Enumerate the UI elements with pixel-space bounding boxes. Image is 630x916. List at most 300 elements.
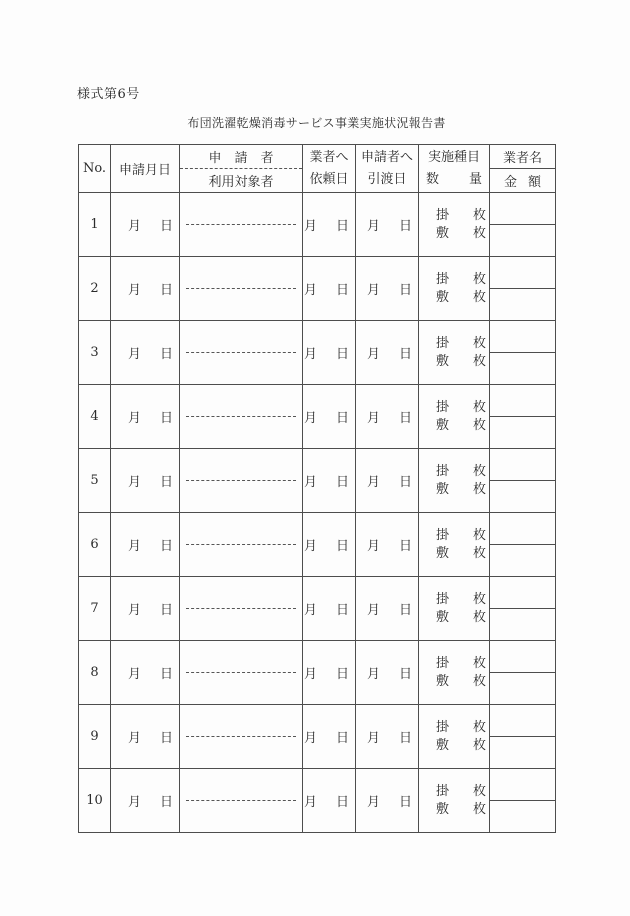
vendor-amount-cell (490, 257, 556, 321)
vendor-name-field (490, 769, 555, 801)
handover-date-cell (356, 577, 419, 641)
applicant-cell (180, 641, 303, 705)
items-quantity-cell (419, 321, 490, 385)
handover-date-cell (356, 321, 419, 385)
month-label: 月 (366, 603, 380, 618)
application-date-cell (111, 769, 180, 833)
fill-in-line (186, 416, 296, 417)
row-number: 5 (79, 449, 111, 513)
application-date-placeholder (111, 215, 179, 234)
day-label: 日 (398, 603, 412, 618)
application-date-placeholder (111, 535, 179, 554)
contractor-request-date-cell (303, 705, 356, 769)
row-number: 10 (79, 769, 111, 833)
shiki-label: 敷 (436, 226, 450, 241)
handover-date-cell (356, 449, 419, 513)
row-number: 2 (79, 257, 111, 321)
day-label: 日 (335, 283, 349, 298)
items-quantity-cell (419, 769, 490, 833)
application-date-cell (111, 577, 180, 641)
mai-label: 枚 (472, 592, 486, 607)
mai-label: 枚 (472, 738, 486, 753)
vendor-amount-cell (490, 385, 556, 449)
day-label: 日 (398, 283, 412, 298)
shiki-label: 敷 (436, 674, 450, 689)
contractor-request-date-cell (303, 193, 356, 257)
mai-label: 枚 (472, 528, 486, 543)
month-label: 月 (366, 667, 380, 682)
mai-label: 枚 (472, 720, 486, 735)
month-label: 月 (366, 731, 380, 746)
month-label: 月 (366, 795, 380, 810)
applicant-cell (180, 449, 303, 513)
contractor-request-date-placeholder (303, 215, 355, 234)
vendor-name-field (490, 705, 555, 737)
mai-label: 枚 (472, 336, 486, 351)
table-row (79, 449, 556, 513)
mai-label: 枚 (472, 464, 486, 479)
items-quantity-cell (419, 385, 490, 449)
application-date-placeholder (111, 791, 179, 810)
applicant-cell (180, 705, 303, 769)
kake-label: 掛 (436, 336, 450, 351)
items-quantity-cell (419, 257, 490, 321)
kake-label: 掛 (436, 400, 450, 415)
contractor-request-date-placeholder (303, 471, 355, 490)
vendor-name-field (490, 641, 555, 673)
col-header-applicant (180, 145, 303, 193)
items-lines (419, 464, 489, 497)
col-header-items-quantity (419, 145, 490, 193)
kake-label: 掛 (436, 464, 450, 479)
applicant-label: 申 請 者 (180, 145, 302, 169)
fill-in-line (186, 288, 296, 289)
mai-label: 枚 (472, 674, 486, 689)
handover-date-placeholder (356, 599, 418, 618)
day-label: 日 (335, 347, 349, 362)
day-label: 日 (335, 219, 349, 234)
day-label: 日 (335, 795, 349, 810)
vendor-amount-stack (490, 257, 555, 320)
applicant-header-stack (180, 145, 302, 192)
day-label: 日 (398, 347, 412, 362)
month-label: 月 (303, 283, 317, 298)
shiki-line (419, 226, 489, 241)
items-quantity-lines (419, 145, 489, 192)
kake-label: 掛 (436, 784, 450, 799)
amount-field (490, 801, 555, 832)
mai-label: 枚 (472, 290, 486, 305)
col-header-handover-date (356, 145, 419, 193)
day-label: 日 (398, 795, 412, 810)
amount-label-left: 金 (504, 175, 518, 190)
handover-date-cell (356, 705, 419, 769)
vendor-amount-cell (490, 705, 556, 769)
shiki-label: 敷 (436, 418, 450, 433)
vendor-name-field (490, 577, 555, 609)
vendor-amount-stack (490, 193, 555, 256)
day-label: 日 (398, 475, 412, 490)
month-label: 月 (127, 667, 141, 682)
handover-date-placeholder (356, 215, 418, 234)
contractor-request-date-placeholder (303, 279, 355, 298)
handover-date-cell (356, 257, 419, 321)
day-label: 日 (159, 283, 173, 298)
items-lines (419, 272, 489, 305)
application-date-placeholder (111, 279, 179, 298)
month-label: 月 (127, 283, 141, 298)
mai-label: 枚 (472, 354, 486, 369)
items-lines (419, 784, 489, 817)
kake-label: 掛 (436, 528, 450, 543)
day-label: 日 (398, 731, 412, 746)
table-row (79, 513, 556, 577)
kake-line (419, 400, 489, 415)
kake-line (419, 592, 489, 607)
applicant-cell (180, 321, 303, 385)
kake-label: 掛 (436, 272, 450, 287)
month-label: 月 (127, 411, 141, 426)
application-date-cell (111, 257, 180, 321)
month-label: 月 (127, 219, 141, 234)
month-label: 月 (127, 539, 141, 554)
form-number-label: 様式第6号 (77, 87, 140, 102)
month-label: 月 (303, 475, 317, 490)
kake-line (419, 656, 489, 671)
contractor-request-line1: 業者へ (309, 149, 349, 165)
col-header-vendor-amount (490, 145, 556, 193)
amount-field (490, 289, 555, 320)
day-label: 日 (159, 411, 173, 426)
vendor-amount-cell (490, 641, 556, 705)
shiki-label: 敷 (436, 610, 450, 625)
amount-field (490, 545, 555, 576)
day-label: 日 (159, 219, 173, 234)
kake-line (419, 336, 489, 351)
table-row (79, 577, 556, 641)
row-number: 4 (79, 385, 111, 449)
vendor-amount-stack (490, 321, 555, 384)
application-date-placeholder (111, 407, 179, 426)
contractor-request-date-placeholder (303, 407, 355, 426)
quantity-label-left: 数 (426, 171, 440, 187)
month-label: 月 (366, 347, 380, 362)
day-label: 日 (335, 731, 349, 746)
fill-in-line (186, 800, 296, 801)
month-label: 月 (303, 219, 317, 234)
items-quantity-cell (419, 577, 490, 641)
document-title: 布団洗濯乾燥消毒サービス事業実施状況報告書 (187, 116, 446, 130)
amount-label-spread (490, 171, 555, 190)
items-quantity-cell (419, 513, 490, 577)
vendor-amount-cell (490, 513, 556, 577)
handover-date-placeholder (356, 663, 418, 682)
handover-line2: 引渡日 (367, 171, 407, 187)
mai-label: 枚 (472, 272, 486, 287)
quantity-label-right: 量 (468, 171, 482, 187)
amount-field (490, 673, 555, 704)
items-lines (419, 592, 489, 625)
month-label: 月 (127, 795, 141, 810)
fill-in-line (186, 608, 296, 609)
application-date-placeholder (111, 471, 179, 490)
application-date-placeholder (111, 663, 179, 682)
items-lines (419, 656, 489, 689)
month-label: 月 (366, 219, 380, 234)
month-label: 月 (303, 731, 317, 746)
vendor-amount-stack (490, 385, 555, 448)
vendor-amount-stack (490, 577, 555, 640)
vendor-name-field (490, 193, 555, 225)
shiki-label: 敷 (436, 546, 450, 561)
vendor-amount-cell (490, 577, 556, 641)
contractor-request-date-placeholder (303, 727, 355, 746)
vendor-name-field (490, 321, 555, 353)
kake-line (419, 784, 489, 799)
mai-label: 枚 (472, 784, 486, 799)
vendor-amount-stack (490, 145, 555, 192)
fill-in-line (186, 736, 296, 737)
vendor-amount-stack (490, 769, 555, 832)
report-table-body (79, 193, 556, 833)
amount-field (490, 417, 555, 448)
day-label: 日 (159, 475, 173, 490)
shiki-label: 敷 (436, 738, 450, 753)
handover-lines (356, 145, 418, 192)
vendor-amount-stack (490, 449, 555, 512)
day-label: 日 (159, 347, 173, 362)
items-lines (419, 208, 489, 241)
items-lines (419, 720, 489, 753)
day-label: 日 (159, 603, 173, 618)
items-lines (419, 528, 489, 561)
shiki-line (419, 738, 489, 753)
table-row (79, 769, 556, 833)
month-label: 月 (127, 475, 141, 490)
table-row (79, 705, 556, 769)
month-label: 月 (366, 475, 380, 490)
applicant-cell (180, 513, 303, 577)
mai-label: 枚 (472, 802, 486, 817)
applicant-cell (180, 769, 303, 833)
quantity-label (419, 169, 489, 191)
contractor-request-date-placeholder (303, 535, 355, 554)
shiki-line (419, 674, 489, 689)
fill-in-line (186, 544, 296, 545)
shiki-line (419, 418, 489, 433)
application-date-placeholder (111, 727, 179, 746)
contractor-request-date-cell (303, 449, 356, 513)
handover-date-cell (356, 193, 419, 257)
application-date-placeholder (111, 599, 179, 618)
contractor-request-date-placeholder (303, 343, 355, 362)
kake-label: 掛 (436, 720, 450, 735)
col-header-contractor-request (303, 145, 356, 193)
fill-in-line (186, 352, 296, 353)
kake-line (419, 720, 489, 735)
contractor-request-date-cell (303, 257, 356, 321)
row-number: 9 (79, 705, 111, 769)
amount-field (490, 481, 555, 512)
table-row (79, 321, 556, 385)
day-label: 日 (398, 411, 412, 426)
shiki-line (419, 290, 489, 305)
contractor-request-date-placeholder (303, 791, 355, 810)
applicant-cell (180, 577, 303, 641)
items-quantity-cell (419, 705, 490, 769)
contractor-request-date-cell (303, 513, 356, 577)
fill-in-line (186, 224, 296, 225)
contractor-request-lines (303, 145, 355, 192)
mai-label: 枚 (472, 546, 486, 561)
contractor-request-date-placeholder (303, 663, 355, 682)
contractor-request-date-cell (303, 385, 356, 449)
mai-label: 枚 (472, 418, 486, 433)
mai-label: 枚 (472, 400, 486, 415)
handover-date-cell (356, 513, 419, 577)
month-label: 月 (366, 411, 380, 426)
table-row (79, 193, 556, 257)
month-label: 月 (303, 411, 317, 426)
month-label: 月 (303, 347, 317, 362)
vendor-name-field (490, 513, 555, 545)
vendor-amount-cell (490, 449, 556, 513)
vendor-name-field (490, 257, 555, 289)
contractor-request-date-cell (303, 577, 356, 641)
day-label: 日 (335, 475, 349, 490)
service-user-label: 利用対象者 (208, 175, 274, 190)
month-label: 月 (366, 539, 380, 554)
vendor-amount-cell (490, 769, 556, 833)
handover-date-placeholder (356, 471, 418, 490)
application-date-cell (111, 641, 180, 705)
header-row (79, 145, 556, 193)
shiki-line (419, 610, 489, 625)
day-label: 日 (335, 603, 349, 618)
month-label: 月 (303, 667, 317, 682)
mai-label: 枚 (472, 610, 486, 625)
month-label: 月 (303, 603, 317, 618)
row-number: 1 (79, 193, 111, 257)
application-date-cell (111, 193, 180, 257)
handover-date-placeholder (356, 791, 418, 810)
handover-date-placeholder (356, 535, 418, 554)
kake-label: 掛 (436, 592, 450, 607)
month-label: 月 (127, 731, 141, 746)
vendor-name-label: 業者名 (490, 145, 555, 169)
mai-label: 枚 (472, 226, 486, 241)
kake-line (419, 464, 489, 479)
mai-label: 枚 (472, 656, 486, 671)
items-lines (419, 336, 489, 369)
kake-line (419, 528, 489, 543)
shiki-label: 敷 (436, 482, 450, 497)
shiki-line (419, 354, 489, 369)
row-number: 3 (79, 321, 111, 385)
shiki-label: 敷 (436, 802, 450, 817)
items-quantity-cell (419, 449, 490, 513)
kake-label: 掛 (436, 656, 450, 671)
items-lines (419, 400, 489, 433)
day-label: 日 (398, 667, 412, 682)
kake-label: 掛 (436, 208, 450, 223)
vendor-name-field (490, 449, 555, 481)
mai-label: 枚 (472, 208, 486, 223)
shiki-line (419, 546, 489, 561)
application-date-cell (111, 449, 180, 513)
applicant-cell (180, 193, 303, 257)
items-title: 実施種目 (427, 149, 480, 165)
application-date-cell (111, 385, 180, 449)
amount-field (490, 353, 555, 384)
mai-label: 枚 (472, 482, 486, 497)
application-date-placeholder (111, 343, 179, 362)
kake-line (419, 272, 489, 287)
applicant-cell (180, 385, 303, 449)
items-quantity-cell (419, 641, 490, 705)
day-label: 日 (335, 667, 349, 682)
col-header-no: No. (79, 145, 111, 193)
contractor-request-date-cell (303, 641, 356, 705)
day-label: 日 (398, 219, 412, 234)
table-row (79, 385, 556, 449)
application-date-cell (111, 513, 180, 577)
amount-field (490, 609, 555, 640)
day-label: 日 (335, 539, 349, 554)
vendor-amount-cell (490, 321, 556, 385)
application-date-cell (111, 705, 180, 769)
month-label: 月 (303, 539, 317, 554)
row-number: 8 (79, 641, 111, 705)
applicant-cell (180, 257, 303, 321)
month-label: 月 (127, 603, 141, 618)
kake-line (419, 208, 489, 223)
row-number: 7 (79, 577, 111, 641)
vendor-amount-cell (490, 193, 556, 257)
amount-field (490, 737, 555, 768)
handover-date-cell (356, 641, 419, 705)
day-label: 日 (159, 667, 173, 682)
vendor-name-field (490, 385, 555, 417)
month-label: 月 (127, 347, 141, 362)
shiki-line (419, 482, 489, 497)
day-label: 日 (159, 795, 173, 810)
contractor-request-date-placeholder (303, 599, 355, 618)
shiki-label: 敷 (436, 290, 450, 305)
vendor-amount-stack (490, 641, 555, 704)
handover-date-placeholder (356, 343, 418, 362)
handover-date-cell (356, 769, 419, 833)
vendor-amount-stack (490, 513, 555, 576)
day-label: 日 (159, 731, 173, 746)
shiki-label: 敷 (436, 354, 450, 369)
month-label: 月 (303, 795, 317, 810)
day-label: 日 (159, 539, 173, 554)
handover-line1: 申請者へ (360, 149, 413, 165)
table-row (79, 641, 556, 705)
day-label: 日 (398, 539, 412, 554)
month-label: 月 (366, 283, 380, 298)
report-table-header (79, 145, 556, 193)
amount-label-right: 額 (527, 175, 541, 190)
handover-date-placeholder (356, 407, 418, 426)
application-date-cell (111, 321, 180, 385)
day-label: 日 (335, 411, 349, 426)
fill-in-line (186, 480, 296, 481)
table-row (79, 257, 556, 321)
shiki-line (419, 802, 489, 817)
fill-in-line (186, 672, 296, 673)
